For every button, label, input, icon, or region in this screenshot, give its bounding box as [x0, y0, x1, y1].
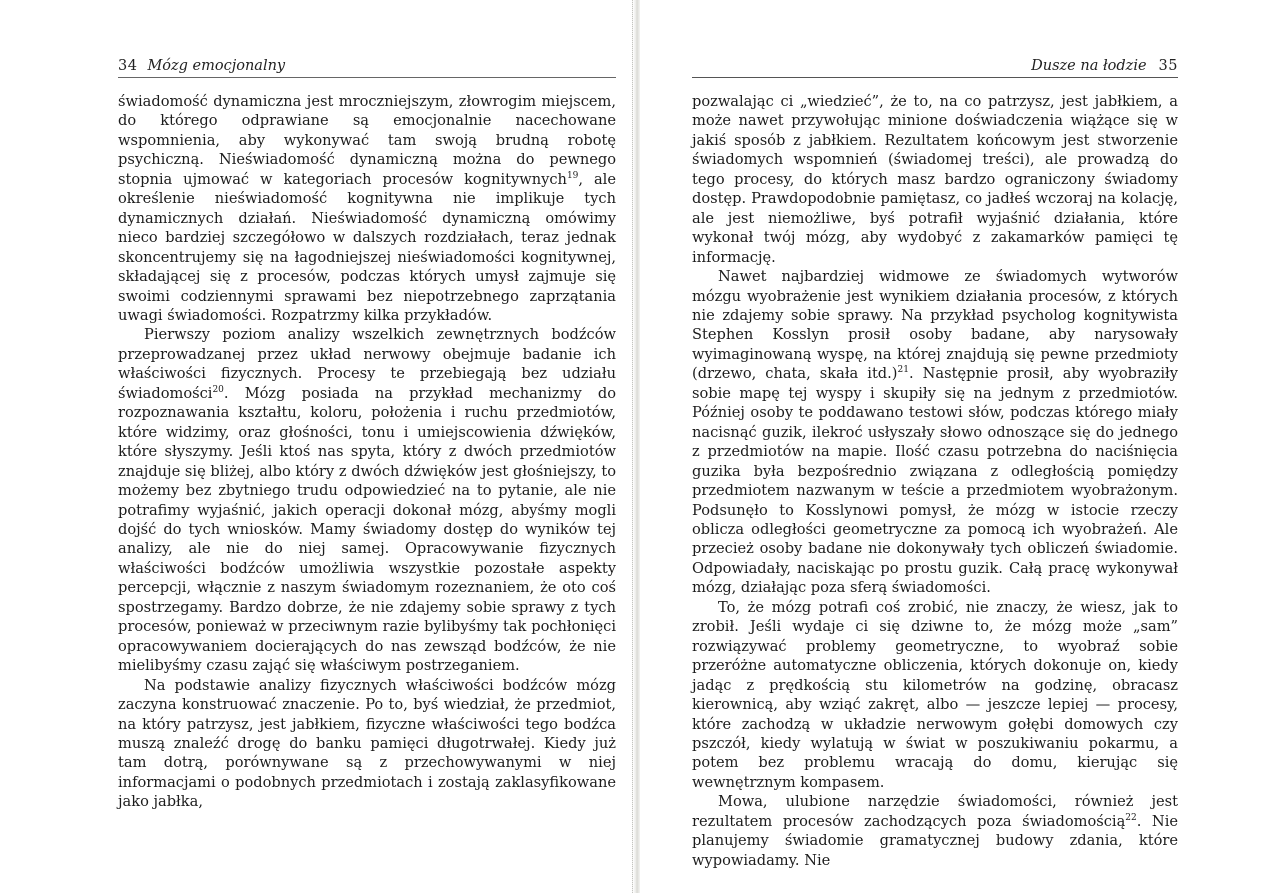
- footnote-ref: 21: [897, 365, 909, 376]
- paragraph: Nawet najbardziej widmowe ze świadomych wytworów mózgu wyobrażenie jest wynikiem działania procesów, z których nie zdajemy sobie sprawy. Na przykład psycholog kognitywista Stephen Kosslyn prosił osoby badane, aby narysowały wyimaginowaną wyspę, na której znajdują się pewne przedmioty (drzewo, chata, skała itd.)$^{21}$. Następnie prosił, aby wyobraziły sobie mapę tej wyspy i skupiły się na jednym z przedmiotów. Później osoby te poddawano testowi słów, podczas którego miały nacisnąć guzik, ilekroć usłyszały słowo odnoszące się do jednego z przedmiotów na mapie. Ilość czasu potrzebna do naciśnięcia guzika była bezpośrednio związana z odległością pomiędzy przedmiotem nazwanym w teście a przedmiotem wyobrażonym. Podsunęło to Kosslynowi pomysł, że mózg w istocie rzeczy oblicza odległości geometryczne za pomocą ich wyobrażeń. Ale przecież osoby badane nie dokonywały tych obliczeń świadomie. Odpowiadały, naciskając po prostu guzik. Całą pracę wykonywał mózg, działając poza sferą świadomości.: [692, 268, 1178, 597]
- right-page-number: 35: [1158, 58, 1178, 74]
- paragraph: Na podstawie analizy fizycznych właściwości bodźców mózg zaczyna konstruować znaczenie. Po to, byś wiedział, że przedmiot, na który patrzysz, jest jabłkiem, fizyczne właściwości tego bodźca muszą znaleźć drogę do banku pamięci długotrwałej. Kiedy już tam dotrą, porównywane są z przechowywanymi w niej informacjami o podobnych przedmiotach i zostają zaklasyfikowane jako jabłka,: [118, 676, 616, 811]
- right-running-title: Dusze na łodzie: [1031, 58, 1147, 74]
- right-body-text: [692, 92, 1178, 870]
- left-running-head: [118, 56, 616, 78]
- right-page: [692, 56, 1178, 870]
- paragraph: świadomość dynamiczna jest mroczniejszym, złowrogim miejscem, do którego odprawiane są emocjonalnie nacechowane wspomnienia, aby wykonywać tam swoją brudną robotę psychiczną. Nieświadomość dynamiczną można do pewnego stopnia ujmować w kategoriach procesów kognitywnych$^{19}$, ale określenie nieświadomość kognitywna nie implikuje tych dynamicznych działań. Nieświadomość dynamiczną omówimy nieco bardziej szczegółowo w dalszych rozdziałach, teraz jednak skoncentrujemy się na łagodniejszej nieświadomości kognitywnej, składającej się z procesów, podczas których umysł zajmuje się swoimi codziennymi sprawami bez niepotrzebnego zaprzątania uwagi świadomości. Rozpatrzmy kilka przykładów.: [118, 93, 616, 324]
- footnote-ref: 19: [566, 170, 579, 181]
- left-page: [118, 56, 616, 812]
- left-running-title: Mózg emocjonalny: [147, 58, 286, 74]
- paragraph: pozwalając ci „wiedzieć”, że to, na co patrzysz, jest jabłkiem, a może nawet przywołując minione doświadczenia wiążące się w jakiś sposób z jabłkiem. Rezultatem końcowym jest stworzenie świadomych wspomnień (świadomej treści), ale prowadzą do tego procesy, do których masz bardzo ograniczony świadomy dostęp. Prawdopodobnie pamiętasz, co jadłeś wczoraj na kolację, ale jest niemożliwe, byś potrafił wyjaśnić działania, które wykonał twój mózg, aby wydobyć z zakamarków pamięci tę informację.: [692, 93, 1178, 266]
- footnote-ref: 20: [212, 384, 224, 395]
- paragraph: Pierwszy poziom analizy wszelkich zewnętrznych bodźców przeprowadzanej przez układ nerwowy obejmuje badanie ich właściwości fizycznych. Procesy te przebiegają bez udziału świadomości$^{20}$. Mózg posiada na przykład mechanizmy do rozpoznawania kształtu, koloru, położenia i ruchu przedmiotów, które widzimy, oraz głośności, tonu i umiejscowienia dźwięków, które słyszymy. Jeśli ktoś nas spyta, który z dwóch przedmiotów znajduje się bliżej, albo który z dwóch dźwięków jest głośniejszy, to możemy bez zbytniego trudu odpowiedzieć na to pytanie, ale nie potrafimy wyjaśnić, jakich operacji dokonał mózg, abyśmy mogli dojść do tych wniosków. Mamy świadomy dostęp do wyników tej analizy, ale nie do niej samej. Opracowywanie fizycznych właściwości bodźców umożliwia wszystkie pozostałe aspekty percepcji, włącznie z naszym świadomym rozeznaniem, że oto coś spostrzegamy. Bardzo dobrze, że nie zdajemy sobie sprawy z tych procesów, ponieważ w przeciwnym razie bylibyśmy tak pochłonięci opracowywaniem docierających do nas zewsząd bodźców, że nie mielibyśmy czasu zająć się właściwym postrzeganiem.: [118, 326, 616, 675]
- paragraph: Mowa, ulubione narzędzie świadomości, również jest rezultatem procesów zachodzących poza świadomością$^{22}$. Nie planujemy świadomie gramatycznej budowy zdania, które wypowiadamy. Nie: [692, 793, 1178, 869]
- left-page-number: 34: [118, 58, 138, 74]
- right-running-head: [692, 56, 1178, 78]
- footnote-ref: 22: [1125, 812, 1137, 823]
- book-gutter: [632, 0, 640, 893]
- left-body-text: [118, 92, 616, 812]
- paragraph: To, że mózg potrafi coś zrobić, nie znaczy, że wiesz, jak to zrobił. Jeśli wydaje ci się dziwne to, że mózg może „sam” rozwiązywać problemy geometryczne, to wyobraź sobie przeróżne automatyczne obliczenia, których dokonuje on, kiedy jadąc z prędkością stu kilometrów na godzinę, obracasz kierownicą, aby wziąć zakręt, albo — jeszcze lepiej — procesy, które zachodzą w układzie nerwowym gołębi domowych czy pszczół, kiedy wylatują w świat w poszukiwaniu pokarmu, a potem bez problemu wracają do domu, kierując się wewnętrznym kompasem.: [692, 598, 1178, 791]
